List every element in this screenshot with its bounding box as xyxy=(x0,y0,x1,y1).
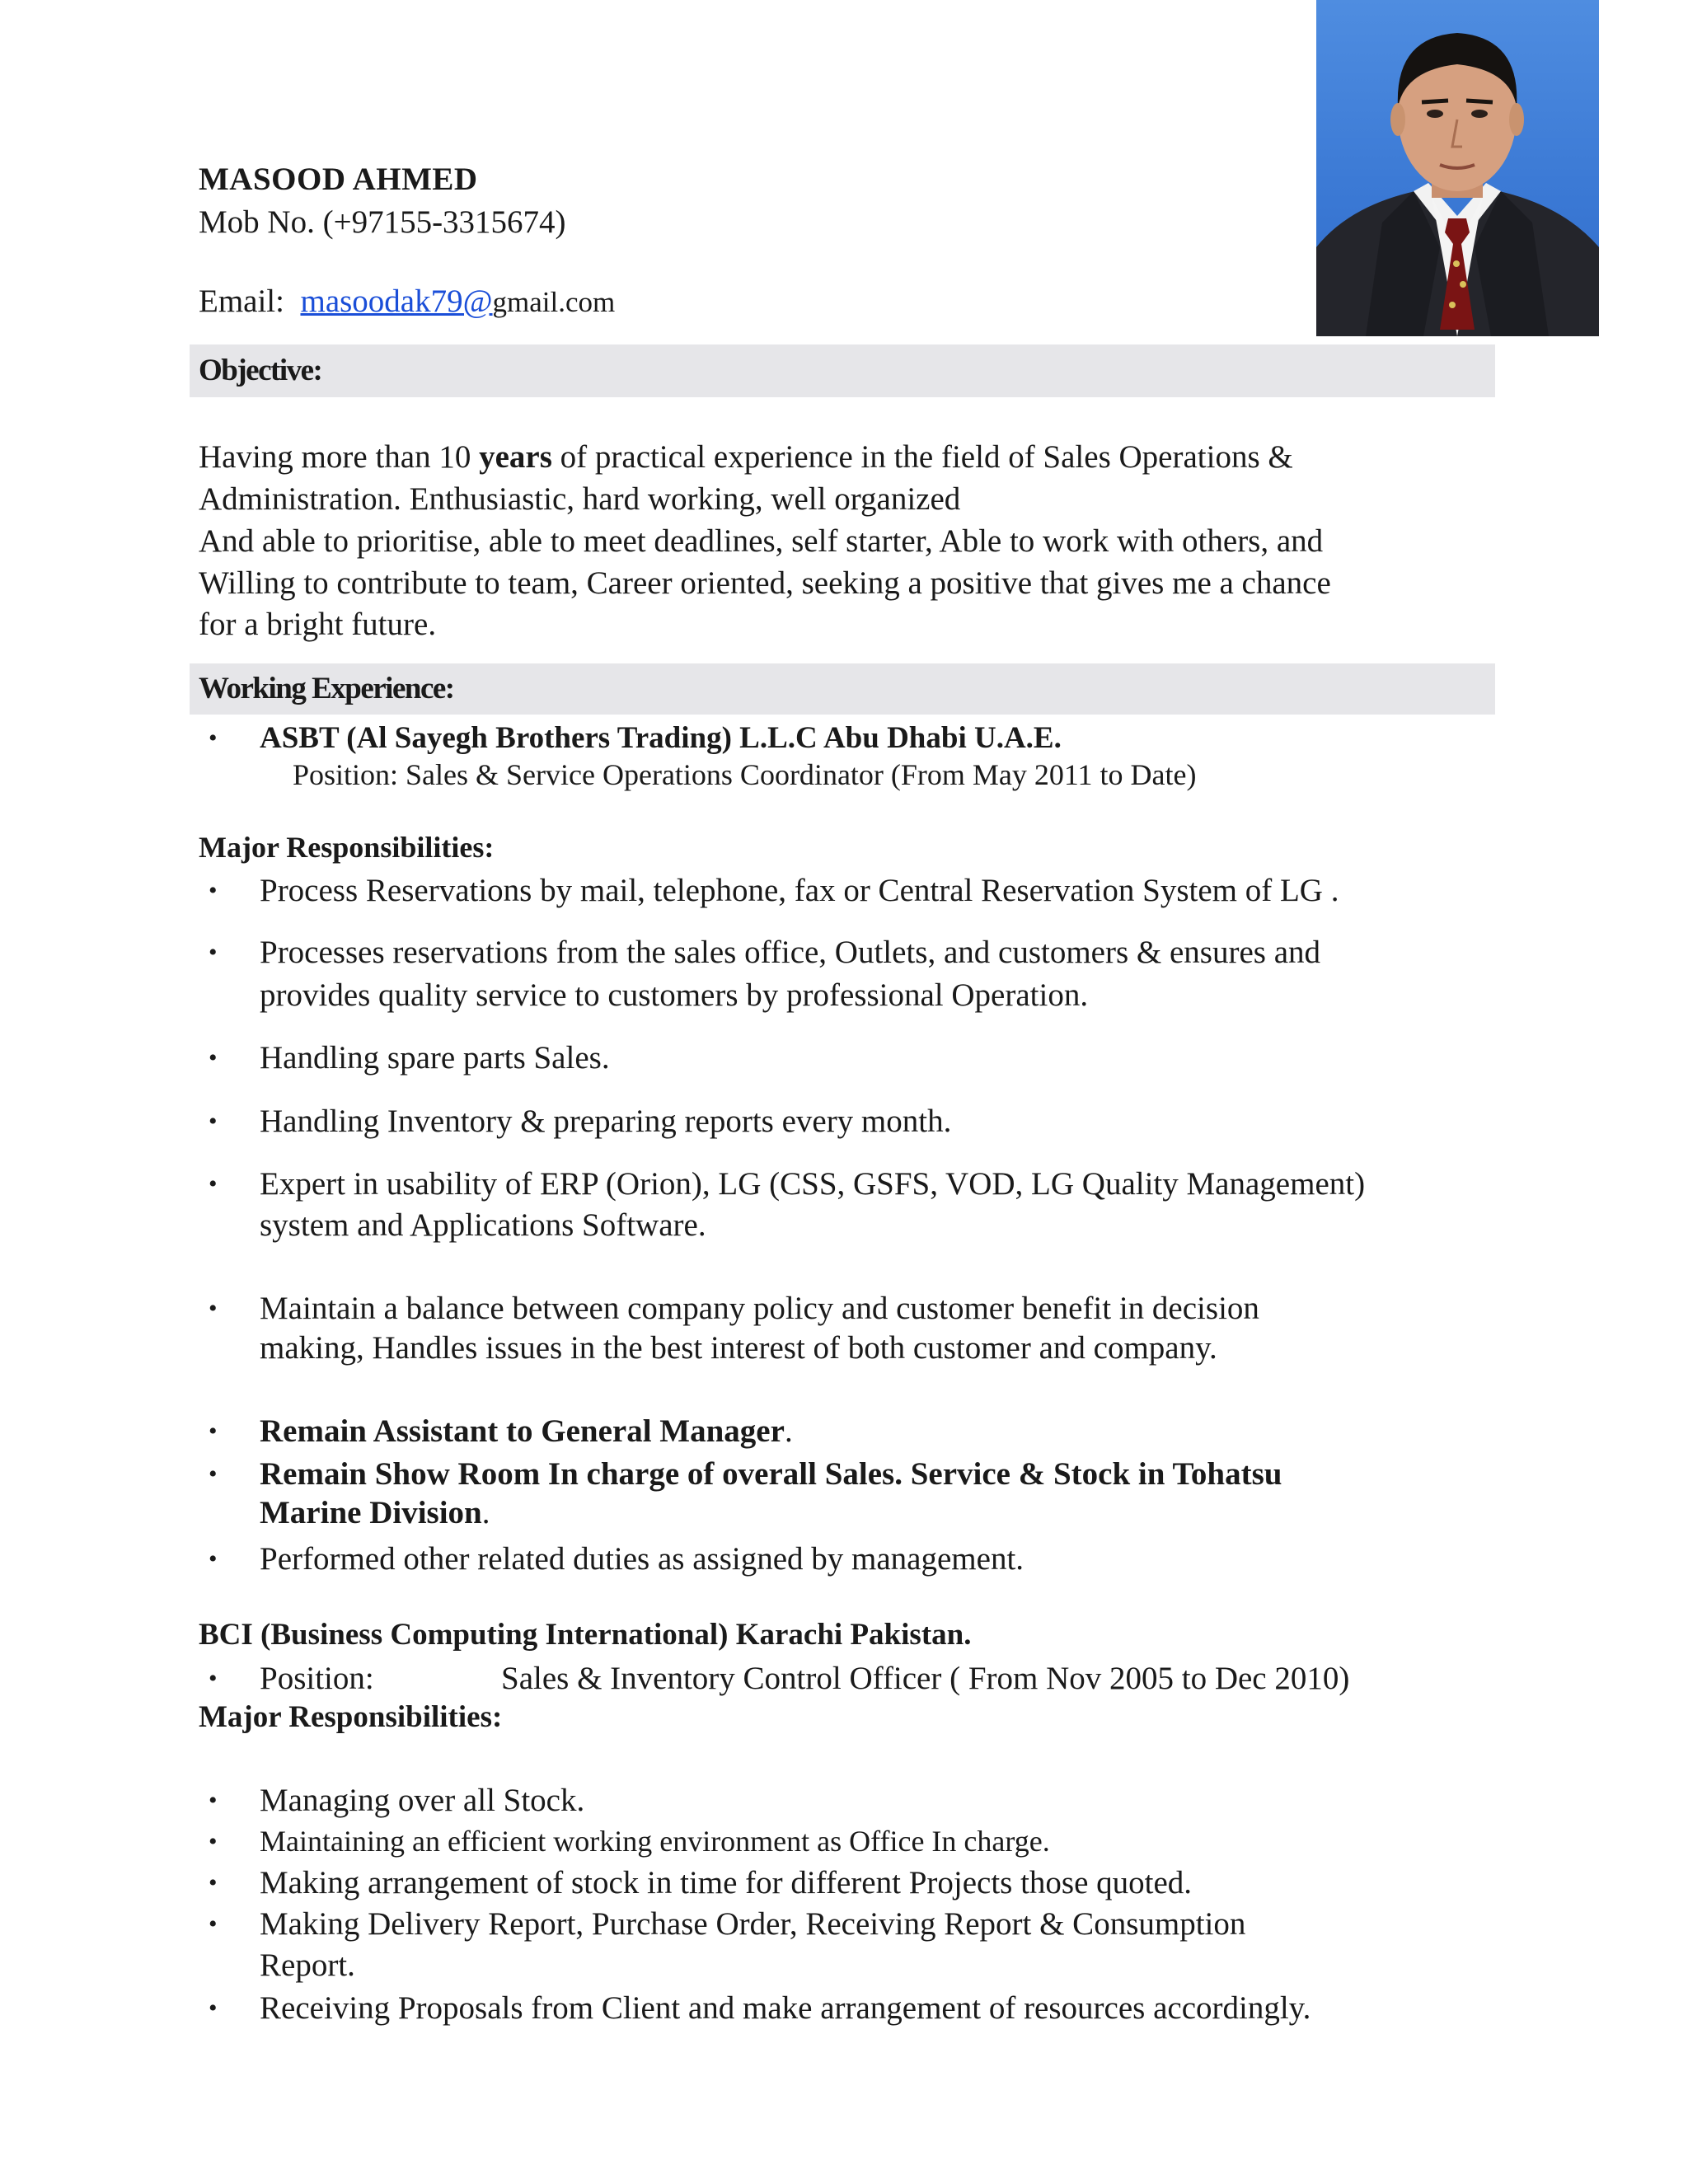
work-experience-heading: Working Experience: xyxy=(190,663,1495,715)
bullet: • xyxy=(209,1418,218,1445)
portrait-illustration xyxy=(1316,0,1599,336)
job2-position-label: Position: xyxy=(260,1661,374,1696)
job2-position-value: Sales & Inventory Control Officer ( From Nov 2005 to Dec 2010) xyxy=(501,1661,1350,1696)
job1-item-3: Handling spare parts Sales. xyxy=(260,1040,610,1076)
job1-company: ASBT (Al Sayegh Brothers Trading) L.L.C Abu Dhabi U.A.E. xyxy=(260,721,1062,755)
bullet: • xyxy=(209,1108,218,1135)
bullet: • xyxy=(209,1044,218,1071)
email-domain: gmail.com xyxy=(492,286,616,318)
job1-item-5-cont: system and Applications Software. xyxy=(260,1207,706,1243)
job1-responsibilities-heading: Major Responsibilities: xyxy=(199,831,495,864)
bullet: • xyxy=(209,1869,218,1896)
email-line xyxy=(199,283,615,320)
job1-item-4: Handling Inventory & preparing reports every month. xyxy=(260,1104,952,1139)
bullet: • xyxy=(209,1460,218,1488)
objective-heading: Objective: xyxy=(190,344,1495,397)
bullet: • xyxy=(209,1828,218,1855)
job1-item-8-cont: Marine Division. xyxy=(260,1495,490,1530)
job2-item-5: Receiving Proposals from Client and make arrangement of resources accordingly. xyxy=(260,1990,1311,2026)
job1-item-6-cont: making, Handles issues in the best interest of both customer and company. xyxy=(260,1330,1217,1366)
email-link[interactable]: masoodak79@ xyxy=(300,284,493,319)
objective-line-4: Willing to contribute to team, Career oriented, seeking a positive that gives me a chance xyxy=(199,565,1331,601)
bullet: • xyxy=(209,1545,218,1572)
job1-item-7: Remain Assistant to General Manager. xyxy=(260,1413,793,1449)
job1-item-2: Processes reservations from the sales office, Outlets, and customers & ensures and xyxy=(260,935,1321,970)
job1-item-5: Expert in usability of ERP (Orion), LG (CSS, GSFS, VOD, LG Quality Management) xyxy=(260,1166,1366,1202)
candidate-name: MASOOD AHMED xyxy=(199,162,478,197)
mobile-number: Mob No. (+97155-3315674) xyxy=(199,204,566,240)
job2-item-2: Maintaining an efficient working environment as Office In charge. xyxy=(260,1825,1050,1858)
bullet: • xyxy=(209,1787,218,1814)
objective-line-5: for a bright future. xyxy=(199,607,437,642)
bullet: • xyxy=(209,1295,218,1322)
job2-item-4-cont: Report. xyxy=(260,1947,355,1983)
job2-responsibilities-heading: Major Responsibilities: xyxy=(199,1700,503,1734)
job1-item-2-cont: provides quality service to customers by professional Operation. xyxy=(260,977,1089,1013)
job2-item-4: Making Delivery Report, Purchase Order, Receiving Report & Consumption xyxy=(260,1906,1246,1942)
job2-item-1: Managing over all Stock. xyxy=(260,1783,585,1818)
job1-item-6: Maintain a balance between company policy and customer benefit in decision xyxy=(260,1291,1259,1326)
job1-item-8: Remain Show Room In charge of overall Sales. Service & Stock in Tohatsu xyxy=(260,1456,1282,1492)
bullet: • xyxy=(209,1994,218,2022)
email-label: Email: xyxy=(199,284,284,319)
bullet: • xyxy=(209,1170,218,1197)
profile-photo xyxy=(1316,0,1599,336)
bullet: • xyxy=(209,1665,218,1692)
job1-item-9: Performed other related duties as assigned by management. xyxy=(260,1541,1025,1577)
job2-item-3: Making arrangement of stock in time for different Projects those quoted. xyxy=(260,1865,1193,1900)
job2-company: BCI (Business Computing International) Karachi Pakistan. xyxy=(199,1618,972,1652)
job1-item-1: Process Reservations by mail, telephone, fax or Central Reservation System of LG . xyxy=(260,873,1339,908)
bullet: • xyxy=(209,724,218,752)
bullet: • xyxy=(209,877,218,904)
job1-position: Position: Sales & Service Operations Coordinator (From May 2011 to Date) xyxy=(293,758,1197,791)
objective-line-3: And able to prioritise, able to meet deadlines, self starter, Able to work with others, and xyxy=(199,523,1324,559)
objective-line-1: Having more than 10 years of practical experience in the field of Sales Operations & xyxy=(199,439,1293,475)
objective-line-2: Administration. Enthusiastic, hard working, well organized xyxy=(199,481,961,517)
bullet: • xyxy=(209,1910,218,1938)
bullet: • xyxy=(209,939,218,966)
